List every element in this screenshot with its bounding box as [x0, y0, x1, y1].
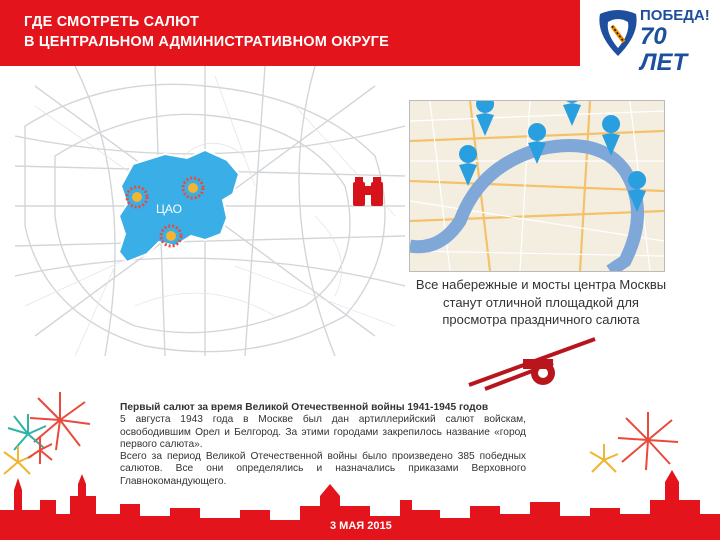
- logo-line-1: ПОБЕДА!: [640, 7, 710, 24]
- history-block: [120, 402, 526, 488]
- cannon-icon: [465, 335, 615, 393]
- history-paragraph-1: 5 августа 1943 года в Москве был дан артиллерийский салют войскам, освободившим Орел и Белгород. За этими городами закрепилось название «город первого салюта».: [120, 414, 526, 450]
- logo-text: [640, 8, 714, 76]
- embankments-caption: Все набережные и мосты центра Москвы станут отличной площадкой для просмотра праздничного салюта: [415, 277, 667, 327]
- firework-left-4: [28, 436, 52, 464]
- embankments-map: [409, 100, 665, 272]
- header: [0, 0, 720, 76]
- moscow-map: [15, 66, 405, 356]
- ribbon-icon: [596, 8, 640, 60]
- history-paragraph-2: Всего за период Великой Отечественной войны было произведено 385 победных салютов. Все они определялись и назначались приказами Верховного Главнокомандующего.: [120, 451, 526, 487]
- title-line-1: ГДЕ СМОТРЕТЬ САЛЮТ: [24, 14, 200, 30]
- binoculars-icon: [350, 174, 386, 210]
- title-line-2: В ЦЕНТРАЛЬНОМ АДМИНИСТРАТИВНОМ ОКРУГЕ: [24, 34, 389, 50]
- logo-line-2: 70 ЛЕТ: [640, 23, 688, 76]
- history-title: Первый салют за время Великой Отечественной войны 1941-1945 годов: [120, 402, 489, 413]
- firework-right-1: [618, 412, 678, 470]
- victory-70-logo: [596, 7, 714, 76]
- firework-right-2: [590, 444, 618, 472]
- page-title: [24, 12, 389, 52]
- footer-date: 3 МАЯ 2015: [330, 520, 392, 532]
- cao-label: ЦАО: [156, 202, 182, 216]
